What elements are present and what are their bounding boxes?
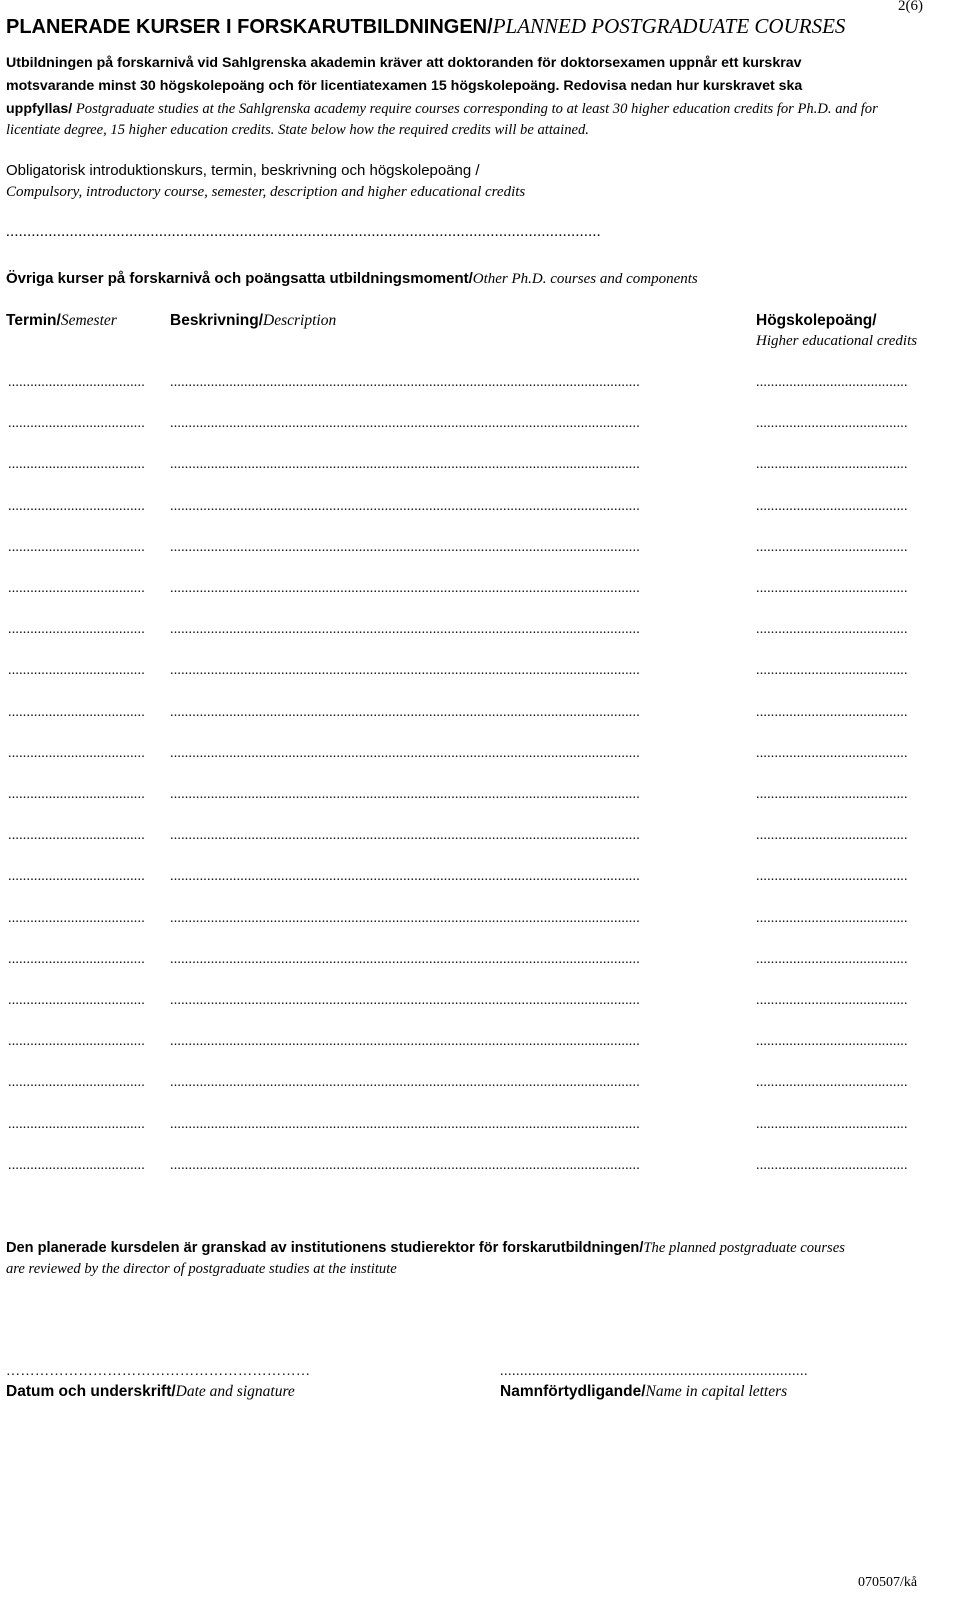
row-description-field[interactable]: ............................................................................................................................... (170, 911, 640, 926)
row-description-field[interactable]: ............................................................................................................................... (170, 457, 640, 472)
row-semester-field[interactable]: ..................................... (8, 1075, 145, 1090)
row-credits-field[interactable]: ......................................... (756, 869, 908, 884)
row-semester-field[interactable]: ..................................... (8, 663, 145, 678)
row-credits-field[interactable]: ......................................... (756, 993, 908, 1008)
col-header-semester (6, 312, 117, 330)
intro-line-3-italic: Postgraduate studies at the Sahlgrenska academy require courses corresponding to at least 30 higher education credits for Ph.D. and for (72, 101, 878, 117)
row-semester-field[interactable]: ..................................... (8, 581, 145, 596)
sig-right-bold: Namnförtydligande/ (500, 1383, 646, 1400)
col2-italic: Description (263, 312, 337, 329)
row-description-field[interactable]: ............................................................................................................................... (170, 375, 640, 390)
row-credits-field[interactable]: ......................................... (756, 416, 908, 431)
row-credits-field[interactable]: ......................................... (756, 581, 908, 596)
signature-date-line[interactable]: ……………………………………………………… (6, 1364, 311, 1379)
row-description-field[interactable]: ............................................................................................................................... (170, 1075, 640, 1090)
col1-bold: Termin/ (6, 312, 61, 329)
row-description-field[interactable]: ............................................................................................................................... (170, 581, 640, 596)
row-semester-field[interactable]: ..................................... (8, 416, 145, 431)
row-semester-field[interactable]: ..................................... (8, 1034, 145, 1049)
col1-italic: Semester (60, 312, 117, 329)
signature-date-label (6, 1383, 295, 1401)
intro-line-2b: Redovisa nedan hur kurskravet ska (559, 78, 803, 94)
row-credits-field[interactable]: ......................................... (756, 911, 908, 926)
page-number: 2(6) (898, 0, 923, 14)
row-credits-field[interactable]: ......................................... (756, 787, 908, 802)
intro-line-4: licentiate degree, 15 higher education credits. State below how the required credits will be attained. (6, 122, 589, 138)
row-credits-field[interactable]: ......................................... (756, 1158, 908, 1173)
title-separator: / (487, 16, 493, 38)
row-semester-field[interactable]: ..................................... (8, 499, 145, 514)
row-credits-field[interactable]: ......................................... (756, 457, 908, 472)
row-description-field[interactable]: ............................................................................................................................... (170, 1117, 640, 1132)
row-semester-field[interactable]: ..................................... (8, 746, 145, 761)
row-credits-field[interactable]: ......................................... (756, 1117, 908, 1132)
intro-line-2 (6, 78, 802, 94)
title-en: PLANNED POSTGRADUATE COURSES (492, 14, 846, 38)
col-header-description (170, 312, 336, 330)
intro-line-3 (6, 100, 878, 118)
row-description-field[interactable]: ............................................................................................................................... (170, 499, 640, 514)
row-semester-field[interactable]: ..................................... (8, 375, 145, 390)
intro-line-3-bold: uppfyllas/ (6, 101, 73, 117)
row-description-field[interactable]: ............................................................................................................................... (170, 540, 640, 555)
row-semester-field[interactable]: ..................................... (8, 540, 145, 555)
row-credits-field[interactable]: ......................................... (756, 622, 908, 637)
row-description-field[interactable]: ............................................................................................................................... (170, 787, 640, 802)
row-credits-field[interactable]: ......................................... (756, 499, 908, 514)
row-description-field[interactable]: ............................................................................................................................... (170, 416, 640, 431)
compulsory-heading: Obligatorisk introduktionskurs, termin, beskrivning och högskolepoäng / (6, 162, 480, 179)
row-description-field[interactable]: ............................................................................................................................... (170, 746, 640, 761)
row-semester-field[interactable]: ..................................... (8, 993, 145, 1008)
title-sv: PLANERADE KURSER I FORSKARUTBILDNINGEN (6, 16, 488, 38)
row-description-field[interactable]: ............................................................................................................................... (170, 1034, 640, 1049)
row-credits-field[interactable]: ......................................... (756, 1034, 908, 1049)
row-credits-field[interactable]: ......................................... (756, 540, 908, 555)
page-title (6, 14, 845, 39)
row-semester-field[interactable]: ..................................... (8, 911, 145, 926)
row-credits-field[interactable]: ......................................... (756, 952, 908, 967)
row-description-field[interactable]: ............................................................................................................................... (170, 663, 640, 678)
row-semester-field[interactable]: ..................................... (8, 1158, 145, 1173)
row-semester-field[interactable]: ..................................... (8, 787, 145, 802)
col-header-credits-en: Higher educational credits (756, 333, 918, 349)
row-semester-field[interactable]: ..................................... (8, 869, 145, 884)
row-description-field[interactable]: ............................................................................................................................... (170, 952, 640, 967)
row-description-field[interactable]: ............................................................................................................................... (170, 1158, 640, 1173)
other-heading-italic: Other Ph.D. courses and components (472, 271, 698, 287)
review-bold: Den planerade kursdelen är granskad av institutionens studierektor för forskarutbildningen/ (6, 1240, 644, 1256)
review-line-1 (6, 1239, 845, 1257)
row-semester-field[interactable]: ..................................... (8, 828, 145, 843)
row-semester-field[interactable]: ..................................... (8, 705, 145, 720)
row-description-field[interactable]: ............................................................................................................................... (170, 622, 640, 637)
row-semester-field[interactable]: ..................................... (8, 622, 145, 637)
other-courses-heading (6, 270, 698, 288)
compulsory-input-line[interactable]: ............................................................................................................................................ (6, 224, 601, 240)
row-credits-field[interactable]: ......................................... (756, 663, 908, 678)
sig-right-italic: Name in capital letters (645, 1383, 788, 1400)
footer-code: 070507/kå (858, 1575, 918, 1590)
intro-line-2a: motsvarande minst 30 högskolepoäng och för licentiatexamen 15 högskolepoäng. (6, 78, 560, 94)
row-semester-field[interactable]: ..................................... (8, 952, 145, 967)
row-credits-field[interactable]: ......................................... (756, 705, 908, 720)
review-line-2: are reviewed by the director of postgraduate studies at the institute (6, 1261, 397, 1277)
sig-left-bold: Datum och underskrift/ (6, 1383, 176, 1400)
row-description-field[interactable]: ............................................................................................................................... (170, 705, 640, 720)
compulsory-subheading: Compulsory, introductory course, semester, description and higher educational credits (6, 184, 526, 200)
review-italic-1: The planned postgraduate courses (643, 1240, 845, 1256)
signature-name-line[interactable]: ............................................................................. (500, 1364, 808, 1379)
row-credits-field[interactable]: ......................................... (756, 1075, 908, 1090)
row-description-field[interactable]: ............................................................................................................................... (170, 869, 640, 884)
sig-left-italic: Date and signature (175, 1383, 295, 1400)
row-description-field[interactable]: ............................................................................................................................... (170, 993, 640, 1008)
signature-name-label (500, 1383, 787, 1401)
other-heading-bold: Övriga kurser på forskarnivå och poängsatta utbildningsmoment/ (6, 270, 473, 287)
row-semester-field[interactable]: ..................................... (8, 1117, 145, 1132)
col-header-credits: Högskolepoäng/ (756, 312, 877, 329)
intro-line-1: Utbildningen på forskarnivå vid Sahlgrenska akademin kräver att doktoranden för doktorsexamen uppnår ett kurskrav (6, 55, 802, 71)
row-semester-field[interactable]: ..................................... (8, 457, 145, 472)
col2-bold: Beskrivning/ (170, 312, 264, 329)
row-credits-field[interactable]: ......................................... (756, 746, 908, 761)
row-credits-field[interactable]: ......................................... (756, 375, 908, 390)
row-credits-field[interactable]: ......................................... (756, 828, 908, 843)
row-description-field[interactable]: ............................................................................................................................... (170, 828, 640, 843)
